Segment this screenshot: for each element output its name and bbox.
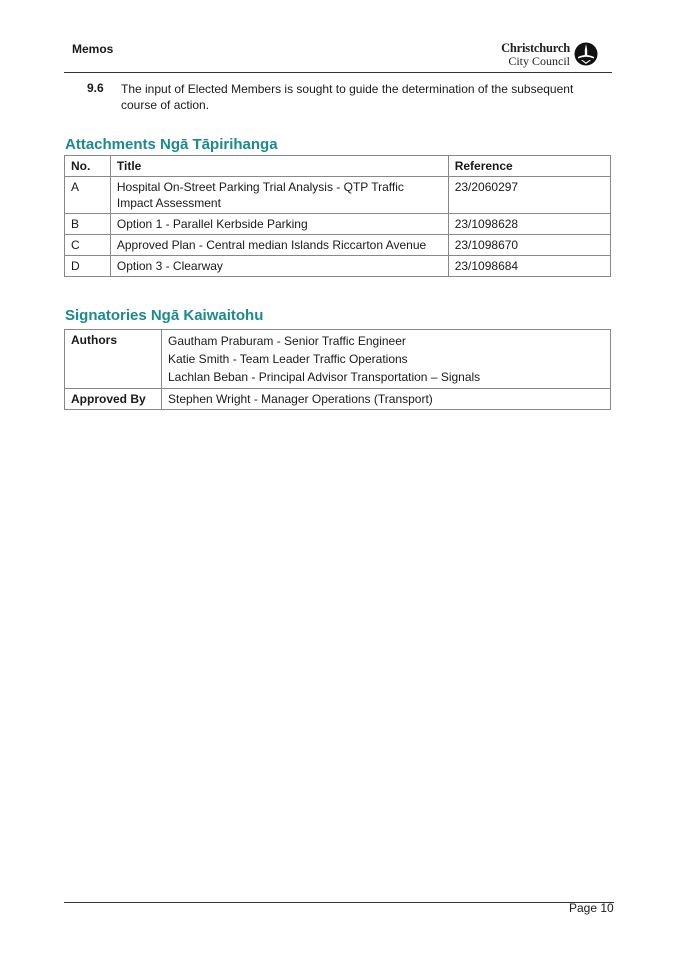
council-logo [498, 41, 600, 69]
attachment-ref: 23/2060297 [448, 177, 610, 214]
attachment-no: D [65, 256, 111, 277]
attachments-heading: Attachments Ngā Tāpirihanga [65, 136, 278, 153]
attachment-ref: 23/1098670 [448, 235, 610, 256]
signatories-heading: Signatories Ngā Kaiwaitohu [65, 307, 264, 324]
attachment-ref: 23/1098684 [448, 256, 610, 277]
attachment-title: Option 1 - Parallel Kerbside Parking [110, 214, 448, 235]
header-title: Memos [72, 42, 114, 56]
logo-line2: City Council [508, 54, 570, 68]
logo-line1: Christchurch [501, 41, 570, 55]
attachment-title: Hospital On-Street Parking Trial Analysis - QTP Traffic Impact Assessment [110, 177, 448, 214]
attachment-no: A [65, 177, 111, 214]
cathedral-logo-icon [574, 42, 598, 66]
authors-label: Authors [65, 330, 162, 389]
header-rule [64, 72, 612, 73]
attachment-no: C [65, 235, 111, 256]
author-entry: Gautham Praburam - Senior Traffic Engineer [168, 334, 406, 348]
author-entry: Lachlan Beban - Principal Advisor Transportation – Signals [168, 370, 481, 384]
signatories-table [64, 329, 611, 410]
table-header-row [65, 156, 611, 177]
table-row [65, 256, 611, 277]
paragraph-text: The input of Elected Members is sought to guide the determination of the subsequent course of action. [121, 82, 574, 112]
attachment-title: Approved Plan - Central median Islands Riccarton Avenue [110, 235, 448, 256]
column-header: Title [110, 156, 448, 177]
author-entry: Katie Smith - Team Leader Traffic Operations [168, 352, 408, 366]
attachments-table [64, 155, 611, 277]
footer-rule [64, 902, 614, 903]
attachment-title: Option 3 - Clearway [110, 256, 448, 277]
attachment-ref: 23/1098628 [448, 214, 610, 235]
table-row [65, 389, 611, 410]
table-row [65, 177, 611, 214]
column-header: Reference [448, 156, 610, 177]
attachment-no: B [65, 214, 111, 235]
paragraph-number: 9.6 [87, 81, 104, 95]
table-row [65, 330, 611, 389]
table-row [65, 214, 611, 235]
approved-by-label: Approved By [65, 389, 162, 410]
page-number: Page 10 [569, 901, 614, 915]
table-row [65, 235, 611, 256]
approved-by-value: Stephen Wright - Manager Operations (Transport) [162, 389, 611, 410]
column-header: No. [65, 156, 111, 177]
authors-list [162, 330, 611, 389]
